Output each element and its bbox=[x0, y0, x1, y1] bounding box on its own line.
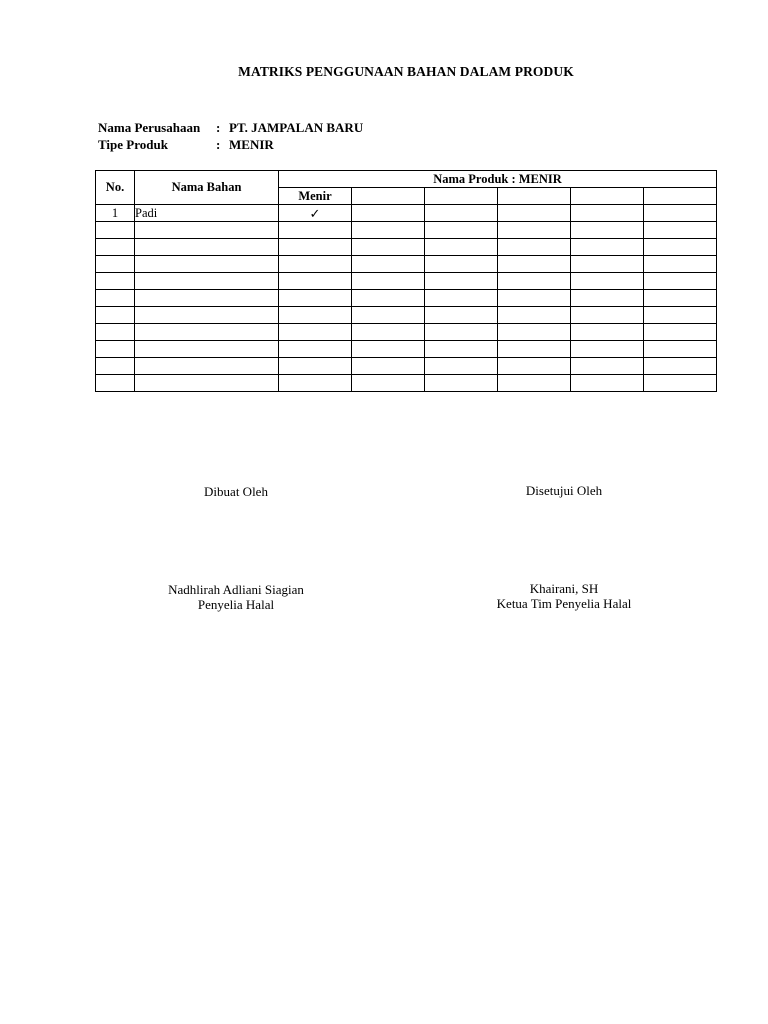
usage-cell bbox=[425, 375, 498, 392]
usage-cell bbox=[279, 375, 352, 392]
usage-cell bbox=[352, 307, 425, 324]
material-name-cell bbox=[135, 307, 279, 324]
usage-cell bbox=[644, 256, 717, 273]
usage-cell bbox=[498, 307, 571, 324]
row-number-cell bbox=[96, 341, 135, 358]
preparer-role: Penyelia Halal bbox=[197, 597, 275, 612]
usage-cell bbox=[571, 290, 644, 307]
product-type-value: MENIR bbox=[229, 137, 274, 152]
usage-cell bbox=[352, 290, 425, 307]
product-column-header bbox=[498, 188, 571, 205]
usage-cell bbox=[571, 222, 644, 239]
product-type-info-row bbox=[98, 136, 274, 153]
table-row bbox=[96, 290, 717, 307]
usage-cell bbox=[352, 375, 425, 392]
material-name-cell bbox=[135, 239, 279, 256]
product-type-separator: : bbox=[216, 137, 221, 152]
table-row bbox=[96, 358, 717, 375]
table-row bbox=[96, 273, 717, 290]
usage-cell bbox=[425, 341, 498, 358]
usage-cell bbox=[644, 307, 717, 324]
usage-cell bbox=[644, 341, 717, 358]
product-type-label: Tipe Produk bbox=[98, 137, 168, 152]
usage-cell bbox=[279, 324, 352, 341]
row-number-cell bbox=[96, 375, 135, 392]
usage-cell bbox=[279, 307, 352, 324]
row-number-cell bbox=[96, 324, 135, 341]
table-row bbox=[96, 324, 717, 341]
usage-cell bbox=[644, 358, 717, 375]
row-number-cell bbox=[96, 358, 135, 375]
table-row bbox=[96, 256, 717, 273]
usage-cell bbox=[425, 273, 498, 290]
row-number-cell bbox=[96, 290, 135, 307]
usage-cell bbox=[644, 290, 717, 307]
usage-cell bbox=[644, 324, 717, 341]
usage-cell bbox=[644, 205, 717, 222]
table-row bbox=[96, 341, 717, 358]
usage-cell bbox=[571, 375, 644, 392]
usage-cell bbox=[279, 256, 352, 273]
product-column-header bbox=[644, 188, 717, 205]
material-name-cell bbox=[135, 222, 279, 239]
table-row bbox=[96, 205, 717, 222]
prepared-by-heading: Dibuat Oleh bbox=[204, 484, 268, 499]
usage-cell bbox=[571, 341, 644, 358]
row-number-cell bbox=[96, 222, 135, 239]
usage-cell bbox=[571, 324, 644, 341]
material-name-cell bbox=[135, 256, 279, 273]
usage-cell bbox=[425, 324, 498, 341]
usage-cell bbox=[498, 239, 571, 256]
usage-cell bbox=[498, 324, 571, 341]
product-column-header bbox=[571, 188, 644, 205]
preparer-name: Nadhlirah Adliani Siagian bbox=[168, 582, 304, 597]
usage-cell bbox=[352, 256, 425, 273]
material-matrix-table bbox=[95, 170, 717, 392]
usage-cell bbox=[352, 239, 425, 256]
usage-cell bbox=[644, 273, 717, 290]
usage-cell bbox=[425, 290, 498, 307]
usage-cell bbox=[425, 222, 498, 239]
usage-cell bbox=[425, 307, 498, 324]
material-name-cell bbox=[135, 358, 279, 375]
row-number-cell bbox=[96, 307, 135, 324]
row-number-cell: 1 bbox=[96, 205, 135, 222]
usage-cell bbox=[644, 375, 717, 392]
table-row bbox=[96, 307, 717, 324]
usage-cell bbox=[644, 239, 717, 256]
usage-cell bbox=[571, 307, 644, 324]
usage-cell bbox=[498, 256, 571, 273]
usage-cell bbox=[352, 273, 425, 290]
usage-cell bbox=[498, 205, 571, 222]
usage-cell bbox=[279, 273, 352, 290]
usage-cell bbox=[571, 273, 644, 290]
material-name-cell bbox=[135, 324, 279, 341]
usage-cell bbox=[425, 205, 498, 222]
checkmark-cell: ✓ bbox=[279, 205, 352, 222]
usage-cell bbox=[279, 341, 352, 358]
usage-cell bbox=[279, 290, 352, 307]
header-nama-bahan: Nama Bahan bbox=[135, 171, 279, 205]
approver-role: Ketua Tim Penyelia Halal bbox=[496, 596, 632, 611]
header-product-group: Nama Produk : MENIR bbox=[279, 171, 717, 188]
row-number-cell bbox=[96, 256, 135, 273]
row-number-cell bbox=[96, 239, 135, 256]
usage-cell bbox=[571, 358, 644, 375]
usage-cell bbox=[279, 239, 352, 256]
material-name-cell bbox=[135, 273, 279, 290]
usage-cell bbox=[352, 324, 425, 341]
material-name-cell: Padi bbox=[135, 205, 279, 222]
table-row bbox=[96, 222, 717, 239]
document-title: MATRIKS PENGGUNAAN BAHAN DALAM PRODUK bbox=[238, 64, 574, 79]
approver-name: Khairani, SH bbox=[529, 581, 599, 596]
product-column-header bbox=[425, 188, 498, 205]
usage-cell bbox=[352, 222, 425, 239]
usage-cell bbox=[425, 358, 498, 375]
usage-cell bbox=[352, 358, 425, 375]
matrix-body bbox=[96, 205, 717, 392]
product-column-header: Menir bbox=[279, 188, 352, 205]
company-value: PT. JAMPALAN BARU bbox=[229, 120, 364, 135]
product-column-header bbox=[352, 188, 425, 205]
table-row bbox=[96, 375, 717, 392]
usage-cell bbox=[279, 358, 352, 375]
company-separator: : bbox=[216, 120, 221, 135]
usage-cell bbox=[498, 341, 571, 358]
header-no: No. bbox=[96, 171, 135, 205]
usage-cell bbox=[644, 222, 717, 239]
usage-cell bbox=[425, 239, 498, 256]
usage-cell bbox=[571, 205, 644, 222]
material-name-cell bbox=[135, 290, 279, 307]
material-name-cell bbox=[135, 375, 279, 392]
approved-by-heading: Disetujui Oleh bbox=[525, 483, 603, 498]
row-number-cell bbox=[96, 273, 135, 290]
usage-cell bbox=[352, 341, 425, 358]
company-label: Nama Perusahaan bbox=[98, 120, 201, 135]
usage-cell bbox=[498, 375, 571, 392]
usage-cell bbox=[571, 239, 644, 256]
usage-cell bbox=[352, 205, 425, 222]
usage-cell bbox=[425, 256, 498, 273]
usage-cell bbox=[571, 256, 644, 273]
material-name-cell bbox=[135, 341, 279, 358]
table-row bbox=[96, 239, 717, 256]
usage-cell bbox=[498, 358, 571, 375]
company-info-row bbox=[98, 119, 363, 136]
usage-cell bbox=[498, 273, 571, 290]
usage-cell bbox=[498, 222, 571, 239]
usage-cell bbox=[279, 222, 352, 239]
usage-cell bbox=[498, 290, 571, 307]
